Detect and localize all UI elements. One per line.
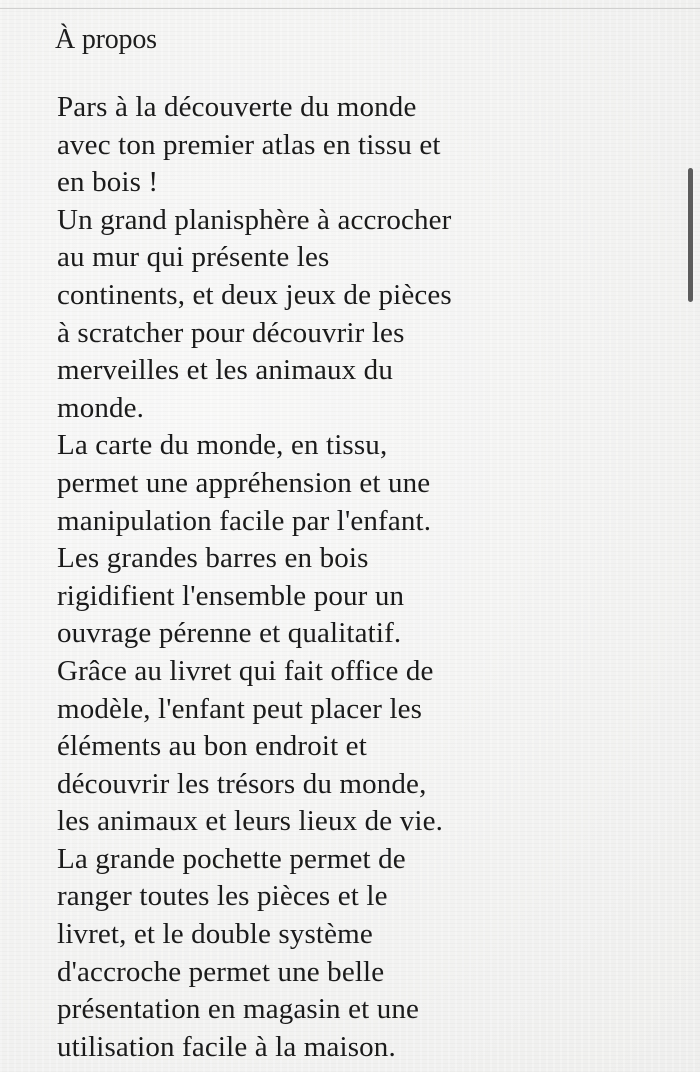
description-line: livret, et le double système	[57, 918, 373, 951]
description-line: merveilles et les animaux du	[57, 354, 393, 387]
section-title: À propos	[55, 24, 157, 55]
description-line: d'accroche permet une belle	[57, 955, 385, 988]
description-line: utilisation facile à la maison.	[57, 1030, 396, 1063]
description-line: Les grandes barres en bois	[57, 542, 369, 575]
description-line: permet une appréhension et une	[57, 466, 431, 499]
description-line: La carte du monde, en tissu,	[57, 429, 388, 462]
description-line: Grâce au livret qui fait office de	[57, 654, 434, 687]
description-line: au mur qui présente les	[57, 241, 330, 274]
description-line: manipulation facile par l'enfant.	[57, 504, 432, 537]
description-line: présentation en magasin et une	[57, 993, 420, 1026]
product-description	[57, 89, 537, 1066]
description-line: en bois !	[57, 166, 159, 199]
description-line: avec ton premier atlas en tissu et	[57, 128, 441, 161]
description-line: La grande pochette permet de	[57, 842, 406, 875]
about-panel	[0, 9, 700, 1072]
description-line: continents, et deux jeux de pièces	[57, 278, 452, 311]
description-line: les animaux et leurs lieux de vie.	[57, 805, 444, 838]
description-line: rigidifient l'ensemble pour un	[57, 579, 405, 612]
description-line: Un grand planisphère à accrocher	[57, 203, 452, 236]
description-line: Pars à la découverte du monde	[57, 91, 417, 123]
description-line: monde.	[57, 391, 145, 424]
description-line: éléments au bon endroit et	[57, 730, 367, 763]
scrollbar-thumb[interactable]	[688, 168, 693, 302]
description-line: modèle, l'enfant peut placer les	[57, 692, 423, 725]
description-line: ouvrage pérenne et qualitatif.	[57, 617, 402, 650]
description-line: à scratcher pour découvrir les	[57, 316, 405, 349]
description-line: découvrir les trésors du monde,	[57, 767, 427, 800]
description-line: ranger toutes les pièces et le	[57, 880, 388, 913]
